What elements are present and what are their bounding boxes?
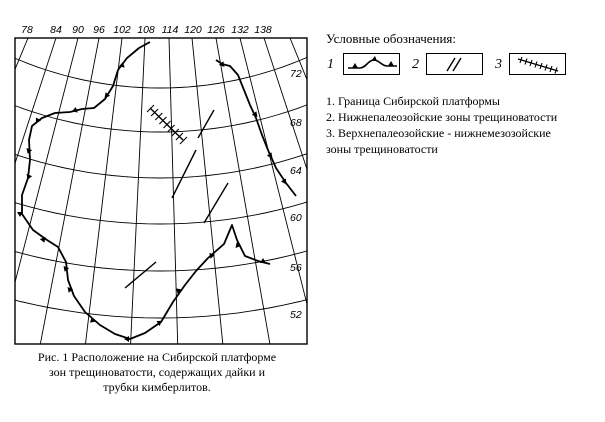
legend-description-2: 2. Нижнепалеозойские зоны трещиноватости: [326, 110, 558, 124]
boundary-barb: [62, 266, 69, 273]
legend-description-3: 3. Верхнепалеозойские - нижнемезозойские: [326, 126, 551, 140]
legend-description-3-continued: зоны трещиноватости: [326, 142, 438, 156]
legend-title: Условные обозначения:: [326, 31, 457, 46]
legend-number-3: 3: [495, 57, 502, 72]
double-slash-icon: [427, 54, 484, 76]
legend-symbol-upper-paleozoic: [509, 53, 566, 75]
meridian-line: [0, 38, 28, 385]
legend-number-1: 1: [327, 57, 334, 72]
longitude-label: 90: [72, 24, 84, 36]
legend-description-1: 1. Граница Сибирской платформы: [326, 94, 500, 108]
lower-paleozoic-fracture: [172, 150, 196, 198]
boundary-barb: [88, 317, 96, 325]
longitude-label: 96: [93, 24, 105, 36]
latitude-label: 56: [290, 262, 302, 274]
boundary-barb: [25, 174, 32, 181]
boundary-symbol-icon: [344, 54, 401, 76]
longitude-label: 102: [113, 24, 131, 36]
legend-number-2: 2: [412, 57, 419, 72]
latitude-label: 60: [290, 212, 302, 224]
latitude-label: 64: [290, 165, 302, 177]
caption-line-2: зон трещиноватости, содержащих дайки и: [48, 365, 265, 379]
platform-boundary-east: [216, 60, 296, 196]
lower-paleozoic-fracture: [125, 262, 156, 288]
map-border: [15, 38, 307, 344]
longitude-label: 108: [137, 24, 155, 36]
meridian-line: [290, 38, 433, 387]
longitude-label: 138: [254, 24, 272, 36]
hatched-line-icon: [510, 54, 567, 76]
latitude-label: 68: [290, 117, 302, 129]
caption-line-3: трубки кимберлитов.: [103, 380, 211, 394]
longitude-labels: [21, 24, 272, 36]
latitude-label: 52: [290, 309, 302, 321]
figure-caption: [0, 350, 314, 395]
longitude-label: 114: [161, 24, 179, 36]
boundary-barb: [267, 151, 274, 158]
longitude-label: 84: [50, 24, 62, 36]
longitude-label: 78: [21, 24, 33, 36]
latitude-label: 72: [290, 68, 302, 80]
longitude-label: 132: [231, 24, 249, 36]
boundary-barb: [25, 148, 32, 155]
platform-boundary: [17, 42, 296, 342]
longitude-label: 120: [184, 24, 202, 36]
legend-symbol-lower-paleozoic: [426, 53, 483, 75]
longitude-label: 126: [207, 24, 225, 36]
caption-line-1: Рис. 1 Расположение на Сибирской платформе: [37, 350, 277, 364]
legend-symbol-boundary: [343, 53, 400, 75]
platform-boundary-west: [22, 42, 270, 339]
